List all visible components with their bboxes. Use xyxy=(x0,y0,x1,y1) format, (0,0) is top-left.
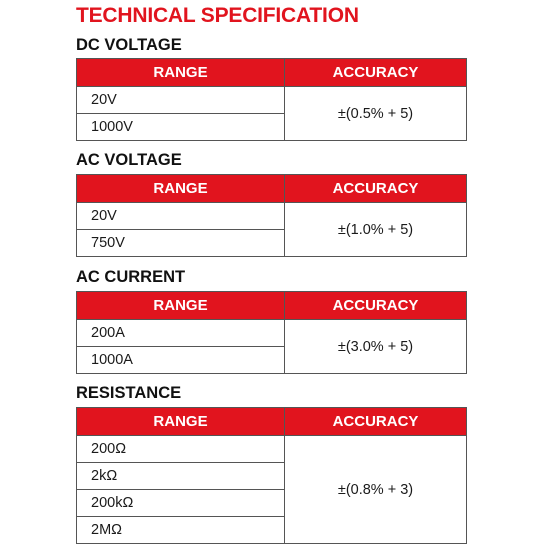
range-cell: 200kΩ xyxy=(77,490,285,517)
range-cell: 750V xyxy=(77,230,285,257)
range-cell: 1000A xyxy=(77,347,285,374)
range-header: RANGE xyxy=(77,408,285,436)
range-cell: 2kΩ xyxy=(77,463,285,490)
section-title: RESISTANCE xyxy=(76,384,182,402)
table-row xyxy=(77,203,467,230)
accuracy-cell: ±(0.5% + 5) xyxy=(285,87,467,141)
accuracy-header: ACCURACY xyxy=(285,408,467,436)
range-cell: 200A xyxy=(77,320,285,347)
table-header-row xyxy=(77,408,467,436)
spec-table-ac-current xyxy=(76,291,467,374)
range-header: RANGE xyxy=(77,59,285,87)
range-cell: 200Ω xyxy=(77,436,285,463)
table-row xyxy=(77,436,467,463)
section-title: AC CURRENT xyxy=(76,268,186,286)
table-header-row xyxy=(77,175,467,203)
spec-table-dc-voltage xyxy=(76,58,467,141)
range-cell: 20V xyxy=(77,87,285,114)
accuracy-cell: ±(1.0% + 5) xyxy=(285,203,467,257)
range-header: RANGE xyxy=(77,292,285,320)
section-title: AC VOLTAGE xyxy=(76,151,182,169)
accuracy-header: ACCURACY xyxy=(285,59,467,87)
accuracy-cell: ±(0.8% + 3) xyxy=(285,436,467,544)
section-title: DC VOLTAGE xyxy=(76,36,182,54)
accuracy-cell: ±(3.0% + 5) xyxy=(285,320,467,374)
spec-table-ac-voltage xyxy=(76,174,467,257)
range-header: RANGE xyxy=(77,175,285,203)
table-header-row xyxy=(77,59,467,87)
spec-table-resistance xyxy=(76,407,467,544)
accuracy-header: ACCURACY xyxy=(285,292,467,320)
table-header-row xyxy=(77,292,467,320)
accuracy-header: ACCURACY xyxy=(285,175,467,203)
range-cell: 20V xyxy=(77,203,285,230)
table-row xyxy=(77,87,467,114)
page-title: TECHNICAL SPECIFICATION xyxy=(76,4,359,27)
range-cell: 1000V xyxy=(77,114,285,141)
range-cell: 2MΩ xyxy=(77,517,285,544)
table-row xyxy=(77,320,467,347)
